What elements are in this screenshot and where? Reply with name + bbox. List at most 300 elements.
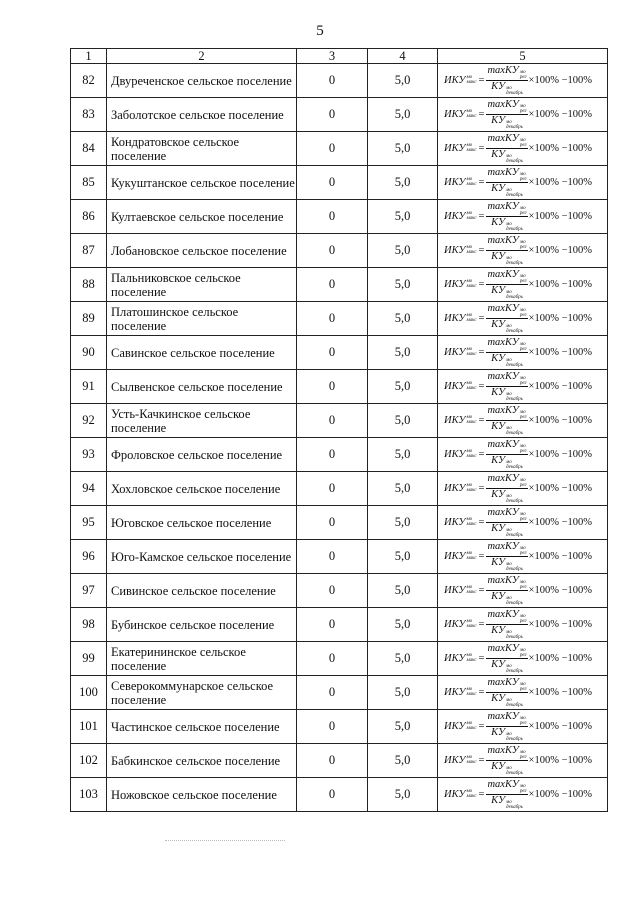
formula-lhs (444, 211, 477, 222)
numerator-sup: мо (519, 206, 526, 211)
index-formula (444, 65, 592, 96)
formula-lhs-sup: мо (466, 211, 473, 216)
value-col-4: 5,0 (368, 676, 438, 710)
denominator-indices (506, 698, 523, 708)
numerator-text: maxКУ (487, 167, 519, 178)
formula-fraction (486, 575, 527, 606)
numerator-sup: мо (519, 648, 526, 653)
formula-fraction (486, 371, 527, 402)
denominator-text: КУ (491, 81, 506, 92)
formula-lhs-text: ИКУ (444, 483, 466, 494)
formula-numerator (486, 473, 527, 489)
formula-lhs-text: ИКУ (444, 279, 466, 290)
numerator-indices (520, 104, 527, 114)
formula-lhs-text: ИКУ (444, 653, 466, 664)
numerator-indices (520, 648, 527, 658)
numerator-sub: рег (519, 245, 527, 250)
denominator-sup: мо (506, 494, 512, 499)
formula-numerator (486, 745, 527, 761)
table-body (71, 49, 608, 812)
value-col-3: 0 (297, 574, 368, 608)
formula-cell (438, 234, 608, 268)
settlement-name: Сылвенское сельское поселение (107, 370, 297, 404)
value-col-3: 0 (297, 438, 368, 472)
formula-lhs-text: ИКУ (444, 211, 466, 222)
formula-lhs-sup: мо (466, 109, 473, 114)
denominator-sup: мо (506, 324, 512, 329)
numerator-sup: мо (519, 342, 526, 347)
formula-denominator (491, 217, 523, 232)
index-formula (444, 575, 592, 606)
value-col-4: 5,0 (368, 608, 438, 642)
formula-lhs-sup: мо (466, 721, 473, 726)
formula-fraction (486, 779, 527, 810)
formula-denominator (491, 319, 523, 334)
numerator-text: maxКУ (487, 609, 519, 620)
formula-tail: ×100% −100% (528, 721, 593, 732)
numerator-sup: мо (519, 172, 526, 177)
settlement-name: Юговское сельское поселение (107, 506, 297, 540)
formula-lhs (444, 75, 477, 86)
table-row (71, 642, 608, 676)
denominator-text: КУ (491, 251, 506, 262)
formula-lhs (444, 687, 477, 698)
formula-tail: ×100% −100% (528, 517, 593, 528)
denominator-text: КУ (491, 387, 506, 398)
formula-tail: ×100% −100% (528, 177, 593, 188)
value-col-4: 5,0 (368, 64, 438, 98)
formula-lhs-text: ИКУ (444, 517, 466, 528)
equals-sign: = (478, 483, 485, 494)
formula-lhs-indices (466, 687, 476, 697)
value-col-3: 0 (297, 710, 368, 744)
settlement-name: Заболотское сельское поселение (107, 98, 297, 132)
index-formula (444, 779, 592, 810)
table-row (71, 234, 608, 268)
numerator-sub: рег (519, 279, 527, 284)
denominator-sub: декабрь (506, 193, 523, 198)
formula-lhs-indices (466, 483, 476, 493)
equals-sign: = (478, 313, 485, 324)
formula-cell (438, 200, 608, 234)
numerator-sup: мо (519, 308, 526, 313)
header-col-1: 1 (71, 49, 107, 64)
formula-tail: ×100% −100% (528, 483, 593, 494)
formula-lhs-text: ИКУ (444, 585, 466, 596)
formula-lhs-text: ИКУ (444, 347, 466, 358)
row-number: 90 (71, 336, 107, 370)
denominator-text: КУ (491, 659, 506, 670)
equals-sign: = (478, 517, 485, 528)
formula-lhs-indices (466, 211, 476, 221)
denominator-indices (506, 800, 523, 810)
equals-sign: = (478, 177, 485, 188)
denominator-indices (506, 120, 523, 130)
denominator-text: КУ (491, 693, 506, 704)
denominator-sub: декабрь (506, 159, 523, 164)
formula-tail: ×100% −100% (528, 687, 593, 698)
formula-lhs-indices (466, 143, 476, 153)
settlement-name: Хохловское сельское поселение (107, 472, 297, 506)
denominator-sub: декабрь (506, 125, 523, 130)
formula-tail: ×100% −100% (528, 75, 593, 86)
formula-lhs-indices (466, 789, 476, 799)
formula-lhs-sup: мо (466, 415, 473, 420)
numerator-indices (520, 546, 527, 556)
formula-fraction (486, 677, 527, 708)
formula-lhs-sub: макс (466, 624, 477, 629)
value-col-4: 5,0 (368, 200, 438, 234)
denominator-sup: мо (506, 664, 512, 669)
formula-numerator (486, 405, 527, 421)
denominator-text: КУ (491, 761, 506, 772)
formula-lhs-sub: макс (466, 488, 477, 493)
denominator-sup: мо (506, 766, 512, 771)
formula-numerator (486, 371, 527, 387)
formula-lhs-sup: мо (466, 517, 473, 522)
formula-tail: ×100% −100% (528, 449, 593, 460)
row-number: 94 (71, 472, 107, 506)
numerator-indices (520, 206, 527, 216)
denominator-sub: декабрь (506, 635, 523, 640)
denominator-sub: декабрь (506, 567, 523, 572)
denominator-sub: декабрь (506, 805, 523, 810)
formula-fraction (486, 235, 527, 266)
formula-lhs-indices (466, 313, 476, 323)
formula-cell (438, 98, 608, 132)
formula-lhs-text: ИКУ (444, 415, 466, 426)
numerator-sub: рег (519, 585, 527, 590)
page-number: 5 (316, 23, 324, 39)
equals-sign: = (478, 415, 485, 426)
formula-lhs-text: ИКУ (444, 789, 466, 800)
formula-lhs (444, 789, 477, 800)
formula-tail: ×100% −100% (528, 109, 593, 120)
formula-lhs-indices (466, 415, 476, 425)
denominator-text: КУ (491, 557, 506, 568)
numerator-indices (520, 342, 527, 352)
formula-numerator (486, 269, 527, 285)
numerator-sup: мо (519, 444, 526, 449)
formula-lhs-sup: мо (466, 347, 473, 352)
numerator-text: maxКУ (487, 439, 519, 450)
formula-denominator (491, 659, 523, 674)
formula-lhs-text: ИКУ (444, 143, 466, 154)
denominator-sub: декабрь (506, 295, 523, 300)
index-formula (444, 507, 592, 538)
value-col-3: 0 (297, 404, 368, 438)
formula-lhs-text: ИКУ (444, 551, 466, 562)
denominator-sup: мо (506, 222, 512, 227)
denominator-sub: декабрь (506, 227, 523, 232)
table-row (71, 404, 608, 438)
denominator-sup: мо (506, 732, 512, 737)
denominator-sup: мо (506, 120, 512, 125)
denominator-indices (506, 460, 523, 470)
formula-cell (438, 404, 608, 438)
denominator-sub: декабрь (506, 771, 523, 776)
numerator-text: maxКУ (487, 405, 519, 416)
table-row (71, 132, 608, 166)
formula-lhs (444, 347, 477, 358)
formula-lhs-sub: макс (466, 420, 477, 425)
denominator-sup: мо (506, 188, 512, 193)
formula-lhs-indices (466, 619, 476, 629)
numerator-sub: рег (519, 721, 527, 726)
denominator-text: КУ (491, 795, 506, 806)
numerator-sub: рег (519, 415, 527, 420)
value-col-3: 0 (297, 234, 368, 268)
numerator-sup: мо (519, 750, 526, 755)
formula-cell (438, 506, 608, 540)
numerator-sup: мо (519, 104, 526, 109)
numerator-indices (520, 240, 527, 250)
row-number: 91 (71, 370, 107, 404)
formula-lhs-sub: макс (466, 182, 477, 187)
formula-denominator (491, 693, 523, 708)
denominator-indices (506, 732, 523, 742)
formula-denominator (491, 285, 523, 300)
denominator-indices (506, 494, 523, 504)
settlement-name: Платошинское сельское поселение (107, 302, 297, 336)
formula-lhs-sup: мо (466, 245, 473, 250)
formula-numerator (486, 235, 527, 251)
denominator-indices (506, 766, 523, 776)
formula-denominator (491, 625, 523, 640)
value-col-3: 0 (297, 98, 368, 132)
formula-lhs-sub: макс (466, 80, 477, 85)
formula-fraction (486, 99, 527, 130)
formula-fraction (486, 405, 527, 436)
row-number: 87 (71, 234, 107, 268)
formula-denominator (491, 523, 523, 538)
formula-lhs (444, 619, 477, 630)
numerator-text: maxКУ (487, 711, 519, 722)
value-col-4: 5,0 (368, 404, 438, 438)
formula-lhs (444, 449, 477, 460)
denominator-indices (506, 358, 523, 368)
formula-lhs-indices (466, 721, 476, 731)
formula-fraction (486, 337, 527, 368)
formula-lhs-indices (466, 347, 476, 357)
formula-fraction (486, 167, 527, 198)
formula-fraction (486, 439, 527, 470)
numerator-sub: рег (519, 619, 527, 624)
numerator-indices (520, 70, 527, 80)
table-row (71, 676, 608, 710)
index-formula (444, 167, 592, 198)
formula-lhs-sup: мо (466, 143, 473, 148)
settlement-name: Кондратовское сельское поселение (107, 132, 297, 166)
formula-cell (438, 710, 608, 744)
settlement-name: Фроловское сельское поселение (107, 438, 297, 472)
numerator-indices (520, 750, 527, 760)
numerator-sup: мо (519, 614, 526, 619)
settlement-name: Усть-Качкинское сельское поселение (107, 404, 297, 438)
formula-lhs-sub: макс (466, 454, 477, 459)
formula-lhs-text: ИКУ (444, 687, 466, 698)
denominator-indices (506, 188, 523, 198)
numerator-sub: рег (519, 313, 527, 318)
formula-cell (438, 574, 608, 608)
settlement-name: Кукуштанское сельское поселение (107, 166, 297, 200)
numerator-indices (520, 478, 527, 488)
value-col-4: 5,0 (368, 506, 438, 540)
denominator-text: КУ (491, 285, 506, 296)
denominator-sub: декабрь (506, 669, 523, 674)
formula-lhs-indices (466, 449, 476, 459)
numerator-text: maxКУ (487, 507, 519, 518)
value-col-3: 0 (297, 608, 368, 642)
index-formula (444, 711, 592, 742)
numerator-indices (520, 512, 527, 522)
denominator-indices (506, 528, 523, 538)
formula-lhs-indices (466, 653, 476, 663)
value-col-4: 5,0 (368, 438, 438, 472)
denominator-sup: мо (506, 460, 512, 465)
formula-fraction (486, 303, 527, 334)
formula-denominator (491, 353, 523, 368)
header-col-2: 2 (107, 49, 297, 64)
numerator-sub: рег (519, 109, 527, 114)
denominator-indices (506, 426, 523, 436)
formula-lhs-sup: мо (466, 75, 473, 80)
formula-numerator (486, 337, 527, 353)
formula-tail: ×100% −100% (528, 381, 593, 392)
formula-cell (438, 268, 608, 302)
numerator-text: maxКУ (487, 541, 519, 552)
value-col-4: 5,0 (368, 744, 438, 778)
numerator-indices (520, 172, 527, 182)
formula-lhs-sup: мо (466, 551, 473, 556)
numerator-indices (520, 138, 527, 148)
value-col-3: 0 (297, 778, 368, 812)
formula-lhs (444, 755, 477, 766)
formula-denominator (491, 81, 523, 96)
formula-fraction (486, 609, 527, 640)
formula-lhs-sup: мо (466, 483, 473, 488)
numerator-sub: рег (519, 143, 527, 148)
numerator-indices (520, 274, 527, 284)
denominator-text: КУ (491, 353, 506, 364)
value-col-4: 5,0 (368, 540, 438, 574)
numerator-text: maxКУ (487, 269, 519, 280)
equals-sign: = (478, 75, 485, 86)
value-col-4: 5,0 (368, 370, 438, 404)
formula-denominator (491, 557, 523, 572)
numerator-sup: мо (519, 240, 526, 245)
row-number: 97 (71, 574, 107, 608)
denominator-indices (506, 86, 523, 96)
formula-numerator (486, 507, 527, 523)
formula-numerator (486, 677, 527, 693)
formula-lhs-indices (466, 245, 476, 255)
equals-sign: = (478, 585, 485, 596)
formula-numerator (486, 575, 527, 591)
formula-cell (438, 438, 608, 472)
numerator-sup: мо (519, 478, 526, 483)
formula-lhs-sub: макс (466, 658, 477, 663)
formula-lhs-sup: мо (466, 687, 473, 692)
index-formula (444, 677, 592, 708)
equals-sign: = (478, 245, 485, 256)
denominator-text: КУ (491, 455, 506, 466)
formula-cell (438, 64, 608, 98)
formula-lhs (444, 245, 477, 256)
formula-lhs-sub: макс (466, 590, 477, 595)
row-number: 98 (71, 608, 107, 642)
table-row (71, 574, 608, 608)
value-col-4: 5,0 (368, 98, 438, 132)
value-col-3: 0 (297, 200, 368, 234)
formula-lhs-indices (466, 585, 476, 595)
formula-lhs-sub: макс (466, 148, 477, 153)
denominator-sub: декабрь (506, 601, 523, 606)
row-number: 85 (71, 166, 107, 200)
numerator-sub: рег (519, 211, 527, 216)
formula-numerator (486, 643, 527, 659)
denominator-indices (506, 222, 523, 232)
formula-numerator (486, 711, 527, 727)
formula-lhs-sup: мо (466, 177, 473, 182)
numerator-sub: рег (519, 755, 527, 760)
equals-sign: = (478, 211, 485, 222)
settlement-name: Юго-Камское сельское поселение (107, 540, 297, 574)
denominator-sub: декабрь (506, 363, 523, 368)
numerator-indices (520, 614, 527, 624)
numerator-sub: рег (519, 517, 527, 522)
value-col-3: 0 (297, 64, 368, 98)
denominator-text: КУ (491, 625, 506, 636)
row-number: 86 (71, 200, 107, 234)
formula-denominator (491, 455, 523, 470)
value-col-4: 5,0 (368, 574, 438, 608)
numerator-text: maxКУ (487, 677, 519, 688)
formula-lhs-indices (466, 517, 476, 527)
formula-lhs-sub: макс (466, 692, 477, 697)
formula-lhs-text: ИКУ (444, 109, 466, 120)
denominator-sup: мо (506, 800, 512, 805)
denominator-indices (506, 154, 523, 164)
formula-lhs-text: ИКУ (444, 721, 466, 732)
header-col-4: 4 (368, 49, 438, 64)
value-col-4: 5,0 (368, 234, 438, 268)
formula-fraction (486, 745, 527, 776)
formula-lhs (444, 279, 477, 290)
table-row (71, 472, 608, 506)
table-row (71, 744, 608, 778)
formula-numerator (486, 167, 527, 183)
formula-lhs-indices (466, 755, 476, 765)
denominator-sup: мо (506, 630, 512, 635)
value-col-4: 5,0 (368, 166, 438, 200)
formula-lhs-sub: макс (466, 250, 477, 255)
equals-sign: = (478, 721, 485, 732)
value-col-4: 5,0 (368, 472, 438, 506)
numerator-sub: рег (519, 381, 527, 386)
numerator-text: maxКУ (487, 745, 519, 756)
value-col-3: 0 (297, 268, 368, 302)
numerator-sup: мо (519, 580, 526, 585)
formula-fraction (486, 507, 527, 538)
numerator-text: maxКУ (487, 133, 519, 144)
formula-tail: ×100% −100% (528, 585, 593, 596)
formula-lhs (444, 381, 477, 392)
formula-lhs-sup: мо (466, 313, 473, 318)
numerator-sup: мо (519, 716, 526, 721)
numerator-sup: мо (519, 70, 526, 75)
denominator-sup: мо (506, 290, 512, 295)
